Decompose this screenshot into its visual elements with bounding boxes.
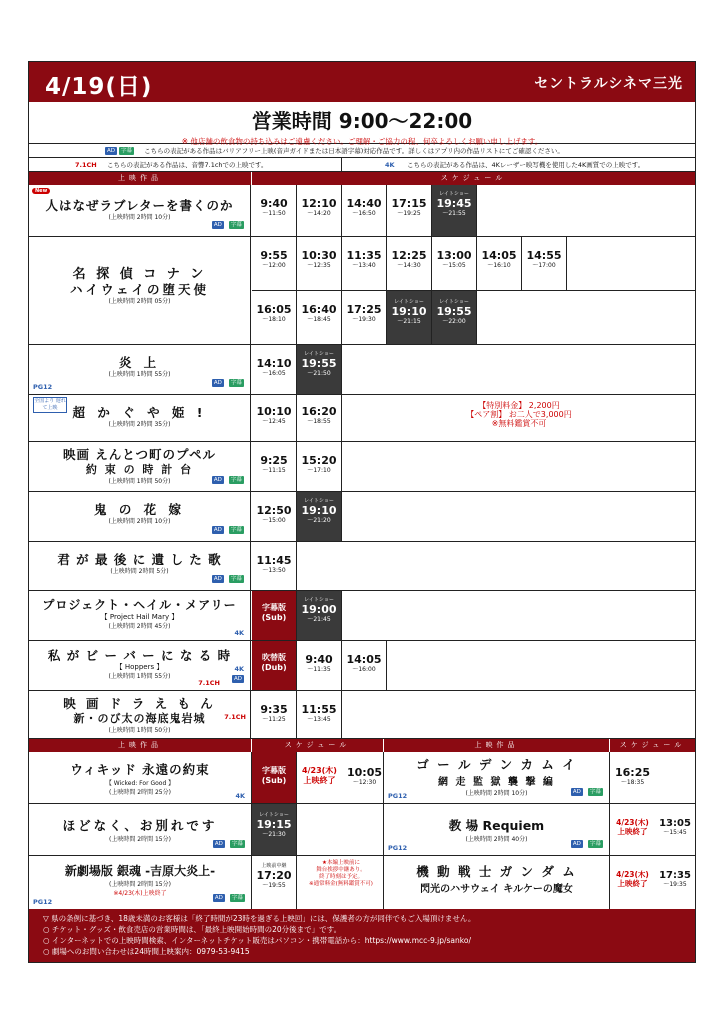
film-title: 超 か ぐ や 姫 ! bbox=[72, 405, 207, 420]
audio-guide-icon: AD bbox=[213, 221, 222, 228]
showtime[interactable]: 14:55 〜17:00 bbox=[522, 237, 567, 290]
film-title: ゴ ー ル デ ン カ ム イ bbox=[416, 757, 577, 772]
showtime[interactable]: 11:45 〜13:50 bbox=[252, 542, 297, 590]
ch71-tag: 7.1CH bbox=[75, 161, 97, 169]
film-subtitle: 閃光のハサウェイ キルケーの魔女 bbox=[420, 884, 573, 895]
film-duration: (上映時間 2時間 40分) bbox=[465, 836, 528, 843]
film-row bbox=[29, 395, 695, 442]
showtime[interactable]: 17:35 〜19:35 bbox=[659, 870, 691, 888]
works-header: 上映作品 bbox=[29, 739, 251, 752]
pg12-tag: PG12 bbox=[33, 383, 53, 391]
film-cell bbox=[29, 542, 251, 590]
footer-line: ▽ 県の条例に基づき、18歳未満のお客様は「終了時間が23時を過ぎる上映回」には、保護者の方が同伴でもご入場頂けません。 bbox=[43, 914, 476, 923]
pg12-tag: PG12 bbox=[33, 898, 53, 906]
film-title: 映 画 ド ラ え も ん bbox=[63, 696, 216, 711]
subtitle-icon: 字幕 bbox=[230, 221, 242, 228]
film-cell bbox=[384, 804, 609, 855]
schedule-sheet bbox=[28, 61, 696, 963]
audio-guide-icon: AD bbox=[214, 840, 223, 847]
film-duration: (上映時間 2時間 10分) bbox=[465, 790, 528, 797]
film-title: 私 が ビ ー バ ー に な る 時 bbox=[47, 648, 232, 663]
film-row bbox=[29, 442, 695, 492]
date-title: 4/19(日) bbox=[45, 74, 153, 100]
end-date-note: 4/23(木) 上映終了 bbox=[302, 766, 337, 785]
film-english-title: 【 Wicked: For Good 】 bbox=[105, 780, 175, 787]
showtime[interactable]: 14:10 〜16:05 bbox=[252, 345, 297, 394]
showtime[interactable]: 15:20 〜17:10 bbox=[297, 442, 342, 491]
film-title: 名 探 偵 コ ナ ン bbox=[72, 267, 207, 282]
film-duration: (上映時間 2時間 35分) bbox=[108, 421, 171, 428]
film-row bbox=[29, 641, 695, 691]
subtitle-icon: 字幕 bbox=[231, 840, 243, 847]
subtitle-icon: 字幕 bbox=[231, 894, 243, 901]
film-row bbox=[29, 591, 695, 641]
film-subtitle: 新・のび太の海底鬼岩城 bbox=[73, 712, 206, 725]
film-cell bbox=[29, 804, 251, 855]
showtime[interactable]: 17:25 〜19:30 bbox=[342, 291, 387, 344]
film-duration: (上映時間 2時間 10分) bbox=[108, 214, 171, 221]
film-duration: (上映時間 1時間 50分) bbox=[108, 727, 171, 734]
showtime[interactable]: 10:05 〜12:30 bbox=[346, 766, 382, 786]
film-subtitle: 約 束 の 時 計 台 bbox=[85, 463, 194, 476]
schedule-header: スケジュール bbox=[252, 172, 695, 185]
film-duration: (上映時間 1時間 55分) bbox=[108, 371, 171, 378]
showtime[interactable]: 16:20 〜18:55 bbox=[297, 395, 342, 441]
film-english-title: 【 Project Hail Mary 】 bbox=[100, 613, 179, 621]
showtime[interactable]: 10:30 〜12:35 bbox=[297, 237, 342, 290]
film-duration: (上映時間 2時間 25分) bbox=[109, 789, 171, 796]
delayed-release-tag: 全国より 遅れて上映 bbox=[34, 398, 66, 411]
film-title: プロジェクト・ヘイル・メアリー bbox=[42, 598, 237, 612]
late-showtime[interactable]: レイトショー 19:55 〜22:00 bbox=[432, 291, 477, 344]
film-row bbox=[29, 345, 695, 395]
film-subtitle: 網 走 監 獄 襲 撃 編 bbox=[438, 777, 555, 788]
business-hours bbox=[29, 102, 695, 144]
theater-logo: セントラルシネマ三光 bbox=[534, 76, 683, 92]
4k-tag: 4K bbox=[234, 665, 244, 673]
schedule-header: スケジュール bbox=[252, 739, 383, 752]
film-row bbox=[29, 691, 695, 739]
pg12-tag: PG12 bbox=[388, 792, 408, 800]
film-title: 新劇場版 銀魂 -吉原大炎上- bbox=[64, 864, 216, 878]
film-cell bbox=[29, 237, 251, 344]
film-cell bbox=[29, 691, 251, 738]
showtime[interactable]: 13:05 〜15:45 bbox=[659, 818, 691, 836]
audio-guide-icon: AD bbox=[213, 476, 222, 483]
film-duration: (上映時間 2時間 15分) bbox=[109, 881, 171, 888]
subtitle-icon: 字幕 bbox=[589, 788, 601, 795]
late-showtime[interactable]: レイトショー 19:45 〜21:55 bbox=[432, 185, 477, 236]
film-cell bbox=[29, 492, 251, 541]
showtime[interactable]: 上映前中継 17:20 〜19:55 bbox=[252, 856, 297, 909]
film-title: 人はなぜラブレターを書くのか bbox=[45, 198, 234, 213]
subtitle-icon: 字幕 bbox=[230, 526, 242, 533]
works-header: 上映作品 bbox=[29, 172, 251, 185]
late-showtime[interactable]: レイトショー 19:55 〜21:50 bbox=[297, 345, 342, 394]
audio-guide-icon: AD bbox=[572, 840, 581, 847]
schedule-header: スケジュール bbox=[610, 739, 695, 752]
film-duration: (上映時間 1時間 55分) bbox=[108, 673, 171, 680]
subtitle-icon: 字幕 bbox=[589, 840, 601, 847]
lower-grid bbox=[29, 752, 695, 909]
late-showtime[interactable]: レイトショー 19:10 〜21:15 bbox=[387, 291, 432, 344]
special-price-note: 【特別料金】 2,200円 【ペア割】 お二人で3,000円 ※無料鑑賞不可 bbox=[466, 401, 572, 428]
film-cell bbox=[29, 591, 251, 640]
footer-notes bbox=[29, 909, 695, 962]
format-notice bbox=[29, 158, 695, 172]
works-header: 上映作品 bbox=[384, 739, 609, 752]
film-title: 機 動 戦 士 ガ ン ダ ム bbox=[416, 864, 577, 879]
header-bar bbox=[29, 62, 695, 102]
film-english-title: 【 Hoppers 】 bbox=[115, 663, 164, 671]
pg12-tag: PG12 bbox=[388, 844, 408, 852]
showtime[interactable]: 16:40 〜18:45 bbox=[297, 291, 342, 344]
audio-guide-icon: AD bbox=[214, 894, 223, 901]
showtime[interactable]: 9:55 〜12:00 bbox=[252, 237, 297, 290]
showtime[interactable]: 11:35 〜13:40 bbox=[342, 237, 387, 290]
film-duration: (上映時間 2時間 45分) bbox=[108, 623, 171, 630]
4k-tag: 4K bbox=[385, 161, 395, 169]
film-cell bbox=[29, 641, 251, 690]
audio-guide-icon: AD bbox=[234, 675, 242, 682]
end-date-note: 4/23(木) 上映終了 bbox=[616, 870, 649, 888]
film-cell bbox=[29, 395, 251, 441]
end-date-note: 4/23(木) 上映終了 bbox=[616, 818, 649, 836]
subtitle-version-label: 字幕版 (Sub) bbox=[252, 591, 297, 640]
subtitle-icon: 字幕 bbox=[230, 476, 242, 483]
showtime[interactable]: 17:15 〜19:25 bbox=[387, 185, 432, 236]
ch71-text: こちらの表記がある作品は、音響7.1chでの上映です。 bbox=[107, 161, 268, 169]
film-subtitle: ハイウェイの堕天使 bbox=[69, 282, 209, 297]
subtitle-version-label: 字幕版 (Sub) bbox=[252, 752, 297, 803]
showtime[interactable]: 12:10 〜14:20 bbox=[297, 185, 342, 236]
new-badge: New bbox=[32, 188, 50, 194]
subtitle-icon: 字幕 bbox=[121, 148, 133, 154]
film-title: 炎 上 bbox=[118, 355, 161, 370]
film-title: 鬼 の 花 嫁 bbox=[93, 502, 186, 517]
4k-tag: 4K bbox=[235, 792, 245, 800]
film-title: 映画 えんとつ町のプペル bbox=[62, 447, 217, 462]
subtitle-icon: 字幕 bbox=[230, 575, 242, 582]
showtime[interactable]: 16:25 〜18:35 bbox=[614, 766, 650, 786]
showtime[interactable]: 12:50 〜15:00 bbox=[252, 492, 297, 541]
hours-notice: ※ 他店舗の飲食物の持ち込みはご遠慮ください。ご理解・ご協力の程、何卒よろしくお願い申し上げます。 bbox=[181, 137, 543, 146]
film-title: ウィキッド 永遠の約束 bbox=[70, 762, 210, 777]
barrier-free-notice bbox=[29, 144, 695, 158]
film-duration: (上映時間 2時間 10分) bbox=[108, 518, 171, 525]
footer-line: ○ インターネットでの上映時間検索、インターネットチケット販売はパソコン・携帯電話から：https://www.mcc-9.jp/sanko/ bbox=[43, 936, 471, 945]
film-row bbox=[29, 237, 695, 345]
audio-guide-icon: AD bbox=[213, 526, 222, 533]
barrier-free-text: こちらの表記がある作品はバリアフリー上映(音声ガイドまたは日本語字幕)対応作品です。詳しくはアプリ内の作品リストにてご確認ください。 bbox=[144, 147, 564, 155]
film-duration: (上映時間 2時間 15分) bbox=[109, 836, 171, 843]
ch71-tag: 7.1CH bbox=[198, 679, 220, 687]
film-cell bbox=[29, 856, 251, 909]
end-date-warning: ※4/23(木)上映終了 bbox=[113, 890, 167, 897]
4k-text: こちらの表記がある作品は、4Kレーザー映写機を使用した4K画質での上映です。 bbox=[407, 161, 645, 169]
subtitle-icon: 字幕 bbox=[230, 379, 242, 386]
film-cell bbox=[384, 856, 609, 909]
film-title: 教 場 Requiem bbox=[448, 818, 545, 833]
4k-tag: 4K bbox=[234, 629, 244, 637]
film-duration: (上映時間 1時間 50分) bbox=[108, 478, 171, 485]
film-cell bbox=[29, 185, 251, 236]
showtime[interactable]: 9:40 〜11:50 bbox=[252, 185, 297, 236]
film-cell bbox=[29, 752, 251, 803]
showtime[interactable]: 9:40 〜11:35 bbox=[297, 641, 342, 690]
film-title: 君 が 最 後 に 遺 し た 歌 bbox=[57, 552, 222, 567]
audio-guide-icon: AD bbox=[213, 379, 222, 386]
showtime[interactable]: 9:35 〜11:25 bbox=[252, 691, 297, 738]
film-cell bbox=[29, 345, 251, 394]
showtime[interactable]: 16:05 〜18:10 bbox=[252, 291, 297, 344]
showtime[interactable]: 14:40 〜16:50 bbox=[342, 185, 387, 236]
late-showtime[interactable]: レイトショー 19:15 〜21:30 bbox=[252, 804, 297, 855]
audio-guide-icon: AD bbox=[107, 148, 115, 154]
audio-guide-icon: AD bbox=[572, 788, 581, 795]
showtime[interactable]: 12:25 〜14:30 bbox=[387, 237, 432, 290]
film-row bbox=[29, 185, 695, 237]
film-row bbox=[29, 542, 695, 591]
footer-line: ○ 劇場へのお問い合わせは24時間上映案内：0979-53-9415 bbox=[43, 947, 250, 956]
showtime[interactable]: 13:00 〜15:05 bbox=[432, 237, 477, 290]
audio-guide-icon: AD bbox=[213, 575, 222, 582]
live-broadcast-note: ★本編上映前に 舞台挨拶中継あり。 終了時刻は予定。 ※通常料金(無料鑑賞不可) bbox=[309, 860, 373, 887]
film-title: ほどなく、お別れです bbox=[62, 818, 218, 833]
film-cell bbox=[29, 442, 251, 491]
showtime[interactable]: 10:10 〜12:45 bbox=[252, 395, 297, 441]
showtime[interactable]: 14:05 〜16:10 bbox=[477, 237, 522, 290]
showtime[interactable]: 14:05 〜16:00 bbox=[342, 641, 387, 690]
late-showtime[interactable]: レイトショー 19:00 〜21:45 bbox=[297, 591, 342, 640]
film-cell bbox=[384, 752, 609, 803]
showtime[interactable]: 11:55 〜13:45 bbox=[297, 691, 342, 738]
footer-line: ○ チケット・グッズ・飲食売店の営業時間は、「最終上映開始時間の20分後まで」です。 bbox=[43, 925, 342, 934]
film-duration: (上映時間 2時間 5分) bbox=[110, 568, 169, 575]
hours-text: 営業時間 9:00〜22:00 bbox=[251, 109, 473, 133]
showtime[interactable]: 9:25 〜11:15 bbox=[252, 442, 297, 491]
late-showtime[interactable]: レイトショー 19:10 〜21:20 bbox=[297, 492, 342, 541]
dubbed-version-label: 吹替版 (Dub) bbox=[252, 641, 297, 690]
ch71-tag: 7.1CH bbox=[224, 713, 246, 721]
film-duration: (上映時間 2時間 05分) bbox=[108, 298, 171, 305]
film-row bbox=[29, 492, 695, 542]
